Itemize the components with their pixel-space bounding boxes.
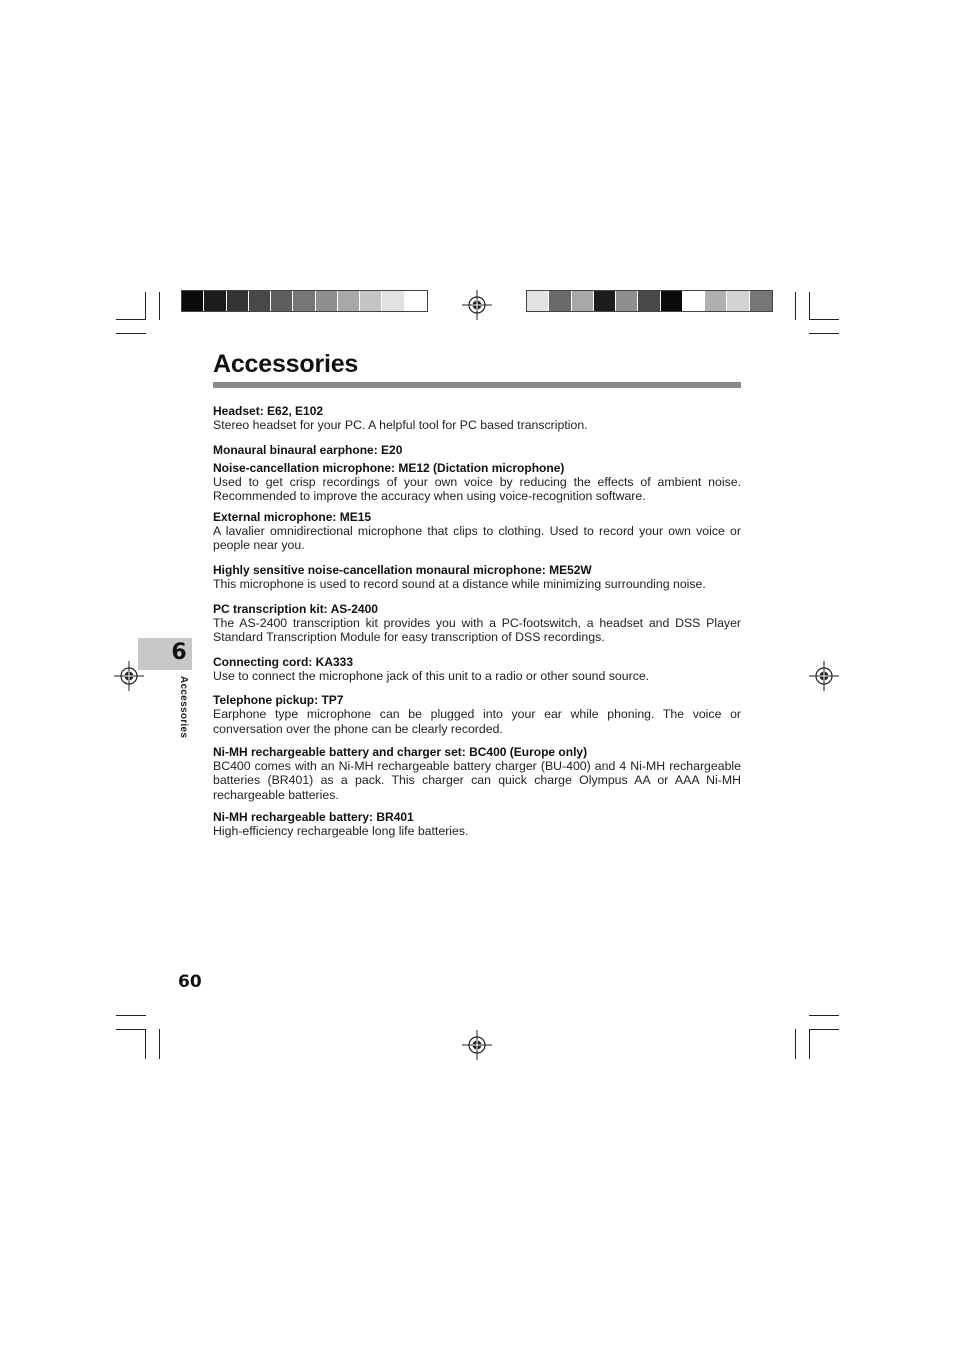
item-heading: Highly sensitive noise-cancellation monaural microphone: ME52W xyxy=(213,562,592,577)
color-swatch xyxy=(293,291,315,311)
color-swatch xyxy=(705,291,727,311)
crop-mark xyxy=(809,1029,839,1030)
item-heading: Headset: E62, E102 xyxy=(213,404,324,418)
item-description: A lavalier omnidirectional microphone that clips to clothing. Used to record your own voice or people near you. xyxy=(213,523,741,553)
crop-mark xyxy=(809,333,839,334)
crop-mark xyxy=(809,319,839,320)
item-heading: Connecting cord: KA333 xyxy=(213,654,354,669)
list-item xyxy=(213,810,741,839)
list-item xyxy=(213,693,741,736)
crop-mark xyxy=(159,292,160,320)
page-number: 60 xyxy=(178,972,202,992)
item-description: The AS-2400 transcription kit provides you with a PC-footswitch, a headset and DSS Player Standard Transcription Module for easy transcription of DSS recordings. xyxy=(213,615,741,645)
crop-mark xyxy=(795,292,796,320)
page-title: Accessories xyxy=(213,350,359,378)
chapter-side-label: Accessories xyxy=(178,676,189,739)
item-heading: Telephone pickup: TP7 xyxy=(213,693,344,708)
color-swatch xyxy=(204,291,226,311)
color-swatch xyxy=(727,291,749,311)
list-item xyxy=(213,745,741,803)
color-swatch xyxy=(249,291,271,311)
color-bar-right xyxy=(526,290,773,312)
list-item xyxy=(213,563,741,592)
crop-mark xyxy=(159,1029,160,1059)
list-item xyxy=(213,510,741,553)
color-swatch xyxy=(405,291,427,311)
list-item xyxy=(213,461,741,504)
item-heading: Ni-MH rechargeable battery and charger set: BC400 (Europe only) xyxy=(213,744,588,759)
color-swatch xyxy=(182,291,204,311)
crop-mark xyxy=(116,1015,146,1016)
crop-mark xyxy=(145,292,146,320)
item-description: Use to connect the microphone jack of this unit to a radio or other sound source. xyxy=(213,668,650,683)
item-description: High-efficiency rechargeable long life batteries. xyxy=(213,824,469,839)
item-description: Earphone type microphone can be plugged into your ear while phoning. The voice or conversation over the phone can be clearly recorded. xyxy=(213,707,741,736)
list-item xyxy=(213,443,741,457)
crop-mark xyxy=(795,1029,796,1059)
item-description: Stereo headset for your PC. A helpful tool for PC based transcription. xyxy=(213,418,588,432)
registration-target-icon xyxy=(809,661,839,691)
registration-target-icon xyxy=(462,290,492,320)
item-heading: External microphone: ME15 xyxy=(213,509,372,524)
color-swatch xyxy=(750,291,772,311)
item-description: This microphone is used to record sound at a distance while minimizing surrounding noise. xyxy=(213,576,706,591)
crop-mark xyxy=(145,1029,146,1059)
item-description: BC400 comes with an Ni-MH rechargeable battery charger (BU-400) and 4 Ni-MH rechargeable batteries (BR401) as a pack. This charger can quick charge Olympus AA or AAA Ni-MH rechargeable batteries. xyxy=(213,758,741,802)
color-swatch xyxy=(316,291,338,311)
item-description: Used to get crisp recordings of your own voice by reducing the effects of ambient noise. Recommended to improve the accuracy when using voice-recognition software. xyxy=(213,474,741,504)
list-item xyxy=(213,602,741,645)
color-swatch xyxy=(227,291,249,311)
color-swatch xyxy=(338,291,360,311)
crop-mark xyxy=(809,1029,810,1059)
color-swatch xyxy=(661,291,683,311)
crop-mark xyxy=(116,333,146,334)
crop-mark xyxy=(809,292,810,320)
color-swatch xyxy=(683,291,705,311)
item-heading: PC transcription kit: AS-2400 xyxy=(213,601,378,616)
crop-mark xyxy=(116,1029,146,1030)
item-heading: Noise-cancellation microphone: ME12 (Dictation microphone) xyxy=(213,460,565,475)
crop-mark xyxy=(116,319,146,320)
chapter-number: 6 xyxy=(171,640,187,665)
crop-mark xyxy=(809,1015,839,1016)
color-swatch xyxy=(638,291,660,311)
list-item xyxy=(213,404,741,433)
color-swatch xyxy=(527,291,549,311)
registration-target-icon xyxy=(462,1030,492,1060)
color-bar-left xyxy=(181,290,428,312)
color-swatch xyxy=(616,291,638,311)
list-item xyxy=(213,655,741,684)
accessories-list xyxy=(213,404,741,839)
color-swatch xyxy=(382,291,404,311)
color-swatch xyxy=(549,291,571,311)
color-swatch xyxy=(594,291,616,311)
title-rule xyxy=(213,382,741,388)
item-heading: Monaural binaural earphone: E20 xyxy=(213,442,403,457)
color-swatch xyxy=(572,291,594,311)
item-heading: Ni-MH rechargeable battery: BR401 xyxy=(213,810,414,825)
color-swatch xyxy=(360,291,382,311)
color-swatch xyxy=(271,291,293,311)
